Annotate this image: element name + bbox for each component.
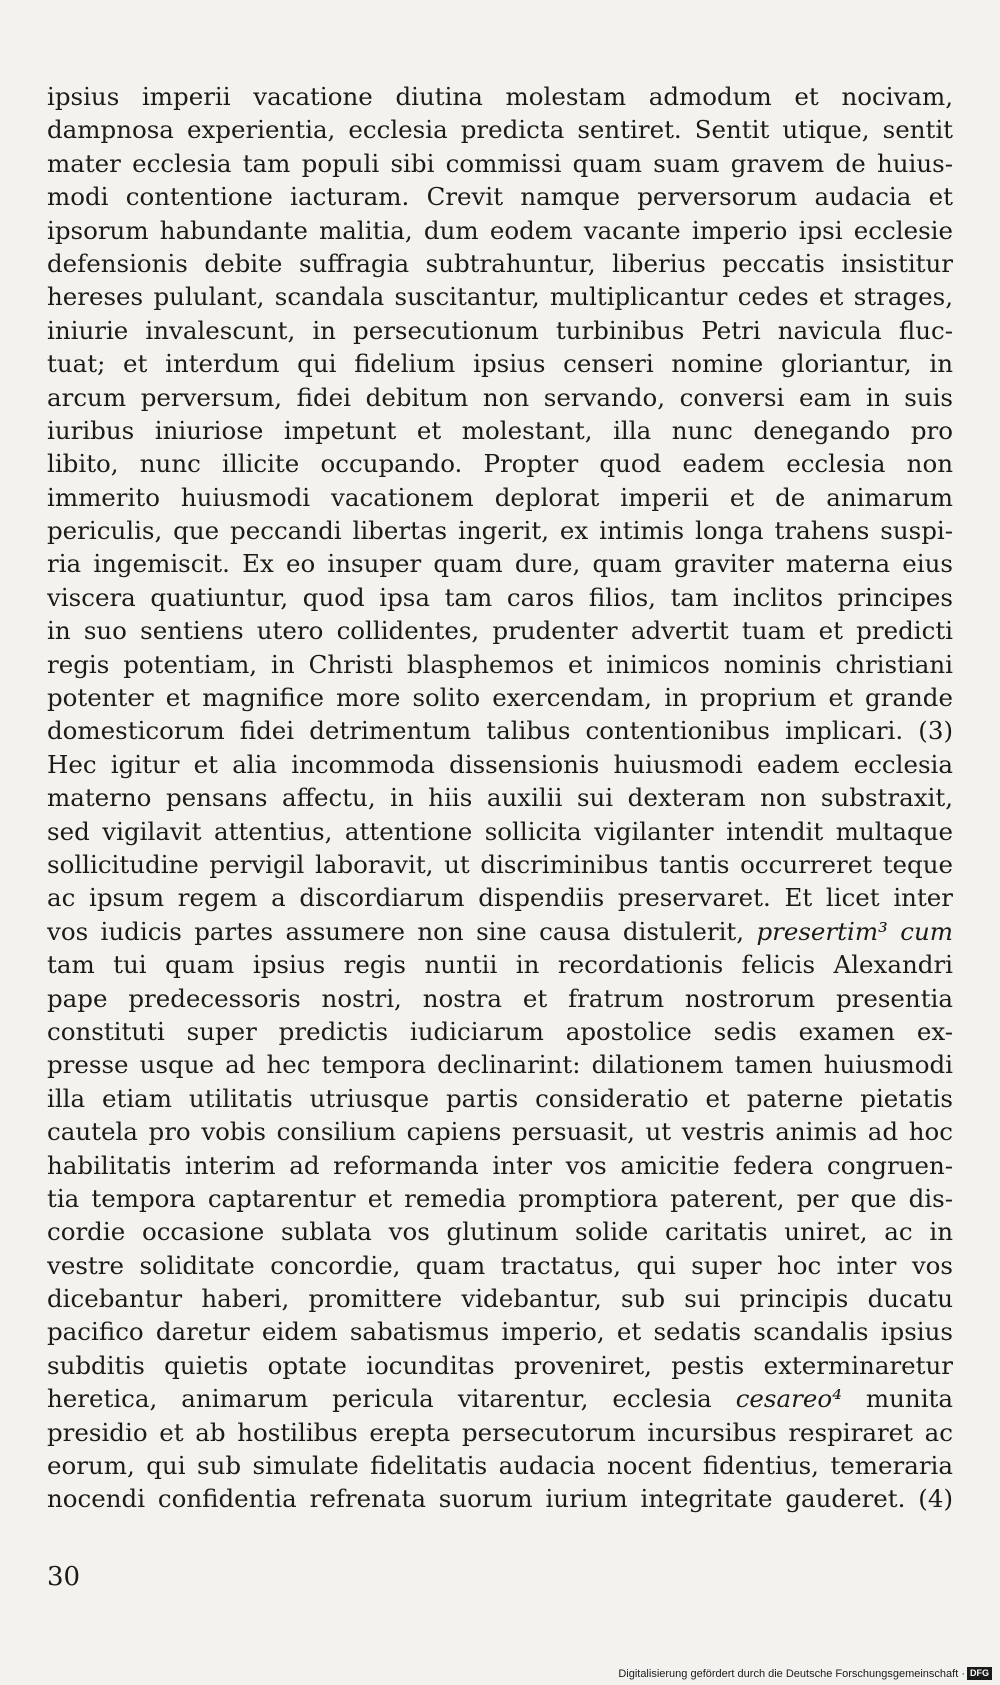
text-line: potenter et magnifice more solito exercendam, in proprium et grande — [47, 683, 953, 713]
text-line: ipsius imperii vacatione diutina molestam admodum et nocivam, — [47, 82, 953, 111]
text-line: illa etiam utilitatis utriusque partis consideratio et paterne pietatis — [47, 1083, 953, 1113]
text-line: cautela pro vobis consilium capiens persuasit, ut vestris animis ad hoc — [47, 1117, 953, 1147]
text-line: presse usque ad hec tempora declinarint: dilationem tamen huiusmodi — [47, 1050, 953, 1080]
page-number: 30 — [47, 1562, 81, 1592]
body-text — [47, 80, 953, 1516]
dfg-logo: DFG — [967, 1667, 992, 1680]
text-line: subditis quietis optate iocunditas proveniret, pestis exterminaretur — [47, 1350, 953, 1380]
text-line: domesticorum fidei detrimentum talibus contentionibus implicari. (3) — [47, 716, 953, 746]
text-line: cordie occasione sublata vos glutinum solide caritatis uniret, ac in — [47, 1217, 953, 1247]
text-line: vestre soliditate concordie, quam tractatus, qui super hoc inter vos — [47, 1250, 953, 1280]
text-line: ipsorum habundante malitia, dum eodem vacante imperio ipsi ecclesie — [47, 215, 953, 245]
text-line: dampnosa experientia, ecclesia predicta sentiret. Sentit utique, sentit — [47, 115, 953, 145]
text-line: pacifico daretur eidem sabatismus imperio, et sedatis scandalis ipsius — [47, 1317, 953, 1347]
text-line: ria ingemiscit. Ex eo insuper quam dure, quam graviter materna eius — [47, 549, 953, 579]
text-line: in suo sentiens utero collidentes, prudenter advertit tuam et predicti — [47, 616, 953, 646]
digitization-credit — [618, 1667, 992, 1680]
text-line: modi contentione iacturam. Crevit namque perversorum audacia et — [47, 182, 953, 212]
text-line: periculis, que peccandi libertas ingerit, ex intimis longa trahens suspi- — [47, 516, 953, 546]
text-line: materno pensans affectu, in hiis auxilii sui dexteram non substraxit, — [47, 783, 953, 813]
text-line: regis potentiam, in Christi blasphemos et inimicos nominis christiani — [47, 649, 953, 679]
text-line: nocendi confidentia refrenata suorum iurium integritate gauderet. (4) — [47, 1484, 953, 1514]
credit-text: Digitalisierung gefördert durch die Deutsche Forschungsgemeinschaft · — [618, 1667, 965, 1680]
text-line: pape predecessoris nostri, nostra et fratrum nostrorum presentia — [47, 983, 953, 1013]
text-line: libito, nunc illicite occupando. Propter quod eadem ecclesia non — [47, 449, 953, 479]
text-line: constituti super predictis iudiciarum apostolice sedis examen ex- — [47, 1016, 953, 1046]
text-line: tuat; et interdum qui fidelium ipsius censeri nomine gloriantur, in — [47, 349, 953, 379]
text-line: hereses pululant, scandala suscitantur, multiplicantur cedes et strages, — [47, 282, 953, 312]
text-line: tam tui quam ipsius regis nuntii in recordationis felicis Alexandri — [47, 950, 953, 980]
text-line: tia tempora captarentur et remedia promptiora paterent, per que dis- — [47, 1183, 953, 1213]
text-line: sed vigilavit attentius, attentione sollicita vigilanter intendit multaque — [47, 816, 953, 846]
text-line: immerito huiusmodi vacationem deplorat imperii et de animarum — [47, 482, 953, 512]
text-line: vos iudicis partes assumere non sine causa distulerit, presertim³ cum — [47, 916, 953, 946]
text-line: heretica, animarum pericula vitarentur, ecclesia cesareo⁴ munita — [47, 1384, 953, 1414]
text-line: Hec igitur et alia incommoda dissensionis huiusmodi eadem ecclesia — [47, 749, 953, 779]
text-line: habilitatis interim ad reformanda inter vos amicitie federa congruen- — [47, 1150, 953, 1180]
text-line: mater ecclesia tam populi sibi commissi quam suam gravem de huius- — [47, 148, 953, 178]
text-line: iniurie invalescunt, in persecutionum turbinibus Petri navicula fluc- — [47, 315, 953, 345]
text-line: arcum perversum, fidei debitum non servando, conversi eam in suis — [47, 382, 953, 412]
text-line: ac ipsum regem a discordiarum dispendiis preservaret. Et licet inter — [47, 883, 953, 913]
text-line: iuribus iniuriose impetunt et molestant, illa nunc denegando pro — [47, 415, 953, 445]
text-line: eorum, qui sub simulate fidelitatis audacia nocent fidentius, temeraria — [47, 1451, 953, 1481]
text-line: defensionis debite suffragia subtrahuntur, liberius peccatis insistitur — [47, 248, 953, 278]
text-line: dicebantur haberi, promittere videbantur, sub sui principis ducatu — [47, 1284, 953, 1314]
text-line: presidio et ab hostilibus erepta persecutorum incursibus respiraret ac — [47, 1417, 953, 1447]
text-line: viscera quatiuntur, quod ipsa tam caros filios, tam inclitos principes — [47, 582, 953, 612]
text-line: sollicitudine pervigil laboravit, ut discriminibus tantis occurreret teque — [47, 849, 953, 879]
